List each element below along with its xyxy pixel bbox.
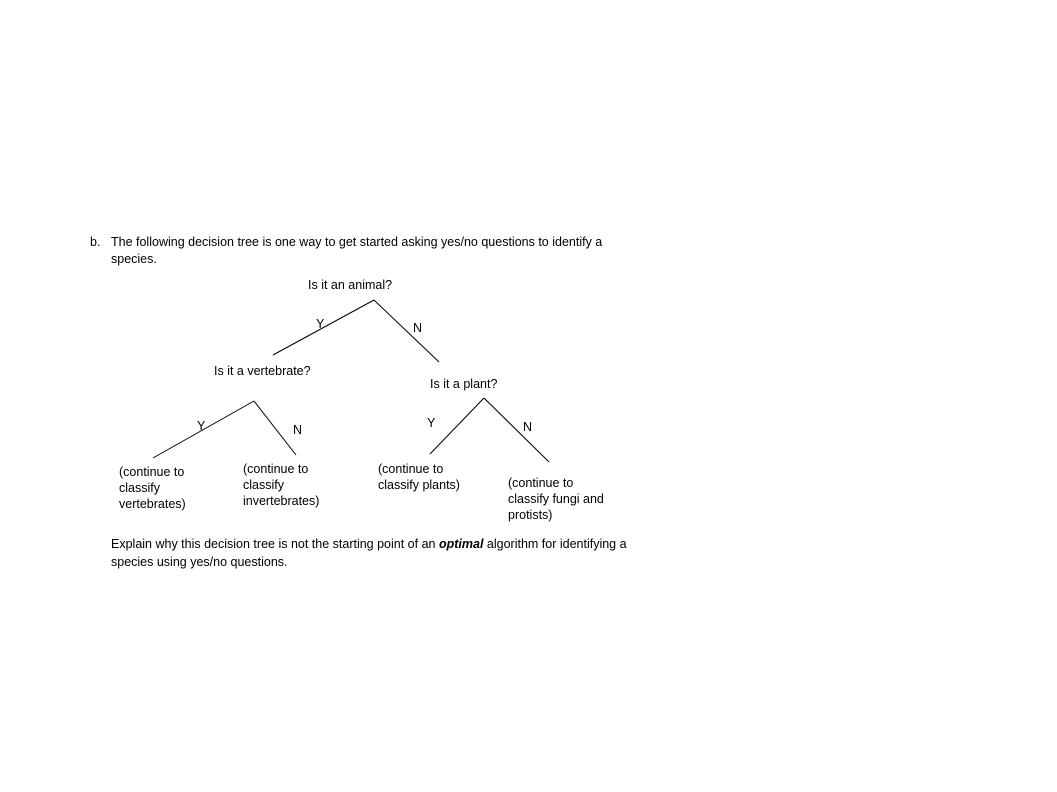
leaf-line: vertebrates) (119, 497, 186, 511)
leaf-line: classify (243, 478, 284, 492)
vertebrate-no-branch (254, 401, 296, 455)
root-yes-label: Y (316, 317, 325, 331)
root-question: Is it an animal? (308, 278, 393, 292)
question-marker: b. (90, 235, 101, 249)
prompt-line-1 (111, 536, 627, 552)
prompt-text-after: algorithm for identifying a (483, 537, 627, 551)
leaf-vertebrates (119, 464, 186, 512)
leaf-invertebrates (243, 461, 319, 509)
leaf-line: (continue to (243, 462, 309, 476)
plant-yes-branch (430, 398, 484, 454)
vertebrate-question: Is it a vertebrate? (214, 364, 311, 378)
vertebrate-yes-label: Y (197, 419, 206, 433)
leaf-line: invertebrates) (243, 494, 320, 508)
plant-no-branch (484, 398, 549, 462)
leaf-line: classify (119, 481, 160, 495)
leaf-line: (continue to (508, 476, 574, 490)
root-no-label: N (413, 321, 423, 335)
leaf-line: classify fungi and (508, 492, 604, 506)
prompt-text-before: Explain why this decision tree is not the starting point of an (111, 537, 439, 551)
root-no-branch (374, 300, 439, 362)
question-intro-line-1: The following decision tree is one way to get started asking yes/no questions to identify a (111, 235, 603, 249)
plant-yes-label: Y (427, 416, 436, 430)
leaf-line: (continue to (119, 465, 185, 479)
prompt-emphasis: optimal (438, 537, 484, 551)
plant-question: Is it a plant? (430, 377, 498, 391)
plant-no-label: N (523, 420, 533, 434)
vertebrate-no-label: N (293, 423, 303, 437)
leaf-line: protists) (508, 508, 553, 522)
question-intro-line-2: species. (111, 252, 157, 266)
leaf-plants (378, 461, 460, 493)
leaf-line: classify plants) (378, 478, 460, 492)
prompt-line-2: species using yes/no questions. (111, 555, 288, 569)
leaf-line: (continue to (378, 462, 444, 476)
leaf-fungi-protists (508, 475, 604, 523)
